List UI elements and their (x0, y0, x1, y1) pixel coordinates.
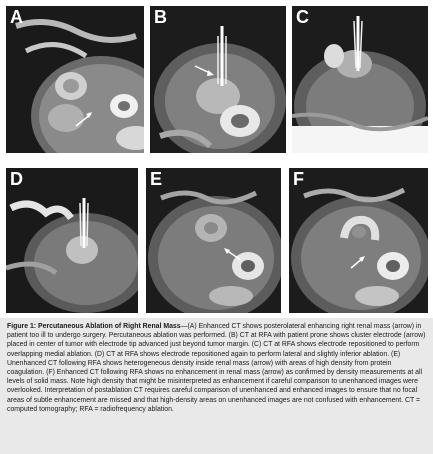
ct-panel-b (150, 6, 286, 153)
ct-image-e (146, 168, 281, 313)
panel-label-c: C (296, 7, 309, 27)
ct-image-c (292, 6, 428, 153)
ct-panel-d (6, 168, 138, 313)
ct-panel-e (146, 168, 281, 313)
ct-image-f (289, 168, 428, 313)
panel-label-d: D (10, 169, 23, 189)
figure-caption (7, 322, 427, 414)
ct-image-b (150, 6, 286, 153)
caption-title: Figure 1: Percutaneous Ablation of Right Renal Mass (7, 323, 181, 330)
ct-panel-f (289, 168, 428, 313)
panel-label-f: F (293, 169, 304, 189)
ct-image-a (6, 6, 144, 153)
panel-label-e: E (150, 169, 163, 189)
ct-panel-a (6, 6, 144, 153)
ct-image-d (6, 168, 138, 313)
panel-label-b: B (154, 7, 167, 27)
panel-label-a: A (10, 7, 23, 27)
ct-panel-c (292, 6, 428, 153)
caption-body: —(A) Enhanced CT shows posterolateral enhancing right renal mass (arrow) in patient too ill to undergo surgery. Percutaneous ablation was performed. (B) CT at RFA with patient prone shows cluster electrode (arrow) placed in center of tumor with electrode tip advanced just beyond tumor margin. (C) CT at RFA shows electrode repositioned to perform overlapping medial ablation. (D) CT at RFA shows electrode repositioned again to perform lateral and slightly inferior ablation. (E) Unenhanced CT following RFA shows heterogeneous density inside renal mass (arrow) with areas of high density from protein coagulation. (F) Enhanced CT following RFA shows no enhancement in renal mass (arrow) as confirmed by density measurements at all levels of solid mass. Note high density that might be misinterpreted as enhancement if careful comparison to unenhanced images were overlooked. Interpretation of postablation CT requires careful comparison of unenhanced and enhanced images to ensure that no focal areas of subtle enhancement are missed and that high-density areas on unenhanced images are not confused with enhancement. CT = computed tomography; RFA = radiofrequency ablation. (7, 323, 426, 413)
